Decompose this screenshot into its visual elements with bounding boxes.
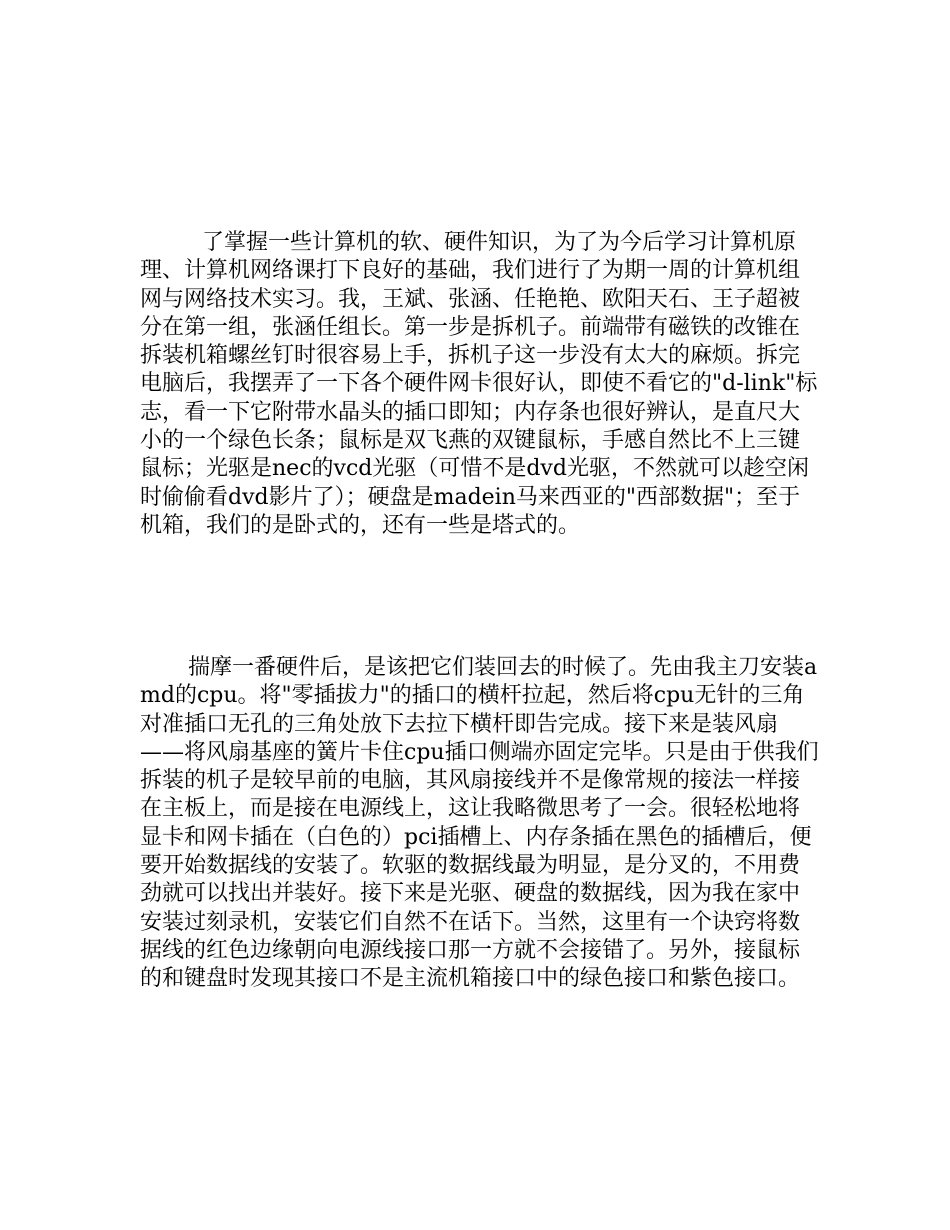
paragraph-assembly: 揣摩一番硬件后，是该把它们装回去的时候了。先由我主刀安装amd的cpu。将"零插拔力"的插口的横杆拉起，然后将cpu无针的三角对准插口无孔的三角处放下去拉下横杆即告完成。接下来是装风扇——将风扇基座的簧片卡住cpu插口侧端亦固定完毕。只是由于供我们拆装的机子是较早前的电脑，其风扇接线并不是像常规的接法一样接在主板上，而是接在电源线上，这让我略微思考了一会。很轻松地将显卡和网卡插在（白色的）pci插槽上、内存条插在黑色的插槽后，便要开始数据线的安装了。软驱的数据线最为明显，是分叉的，不用费劲就可以找出并装好。接下来是光驱、硬盘的数据线，因为我在家中安装过刻录机，安装它们自然不在话下。当然，这里有一个诀窍将数据线的红色边缘朝向电源线接口那一方就不会接错了。另外，接鼠标的和键盘时发现其接口不是主流机箱接口中的绿色接口和紫色接口。 [140, 655, 819, 992]
paragraph-disassembly: 了掌握一些计算机的软、硬件知识，为了为今后学习计算机原理、计算机网络课打下良好的基础，我们进行了为期一周的计算机组网与网络技术实习。我，王斌、张涵、任艳艳、欧阳天石、王子超被分在第一组，张涵任组长。第一步是拆机子。前端带有磁铁的改锥在拆装机箱螺丝钉时很容易上手，拆机子这一步没有太大的麻烦。拆完电脑后，我摆弄了一下各个硬件网卡很好认，即使不看它的"d-link"标志，看一下它附带水晶头的插口即知；内存条也很好辨认，是直尺大小的一个绿色长条；鼠标是双飞燕的双键鼠标，手感自然比不上三键鼠标；光驱是nec的vcd光驱（可惜不是dvd光驱，不然就可以趁空闲时偷偷看dvd影片了）；硬盘是madein马来西亚的"西部数据"；至于机箱，我们的是卧式的，还有一些是塔式的。 [140, 230, 818, 538]
